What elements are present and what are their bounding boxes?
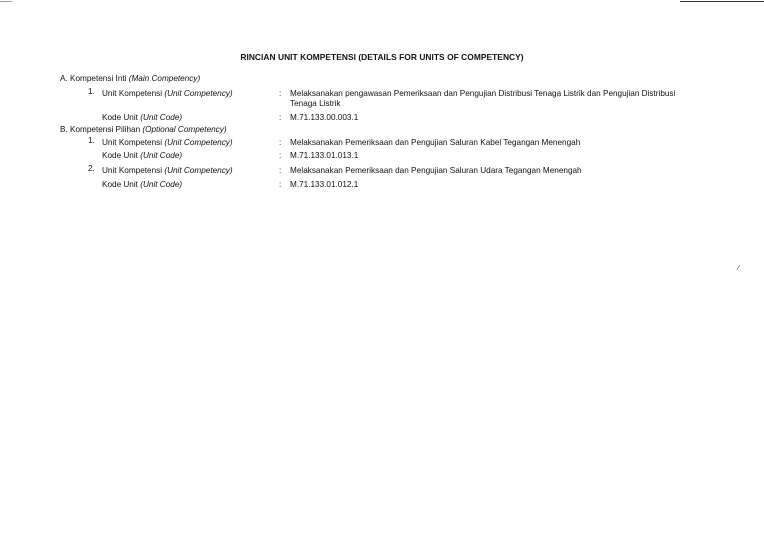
section-a-label: Kompetensi Inti (70, 74, 127, 83)
section-b-item-2-unit-label (102, 166, 233, 176)
separator-colon: : (279, 138, 282, 147)
separator-colon: : (279, 180, 282, 189)
section-b-label-en: (Optional Competency) (142, 125, 227, 134)
section-b-item-2-code-label (102, 180, 182, 190)
section-a-heading (60, 74, 200, 84)
separator-colon: : (279, 151, 282, 160)
code-label-en-text: (Unit Code) (140, 151, 183, 160)
section-b-heading (60, 125, 227, 135)
section-a-item-1-code-value: M.71.133.00.003.1 (290, 113, 359, 122)
code-label-en-text: (Unit Code) (140, 113, 183, 122)
code-label-text: Kode Unit (102, 113, 138, 122)
scan-edge-mark-left (0, 1, 12, 2)
section-b-item-1-number: 1. (88, 136, 95, 145)
separator-colon: : (279, 113, 282, 122)
section-b-item-1-code-label (102, 151, 182, 161)
section-a-item-1-unit-value: Melaksanakan pengawasan Pemeriksaan dan Pengujian Distribusi Tenaga Listrik dan Pengujian Distribusi Tenaga Listrik (290, 89, 676, 108)
unit-label-text: Unit Kompetensi (102, 166, 163, 175)
unit-label-text: Unit Kompetensi (102, 138, 163, 147)
section-b-label: Kompetensi Pilihan (70, 125, 141, 134)
separator-colon: : (279, 166, 282, 175)
section-a-item-1-code-label (102, 113, 182, 123)
code-label-en-text: (Unit Code) (140, 180, 183, 189)
section-a-letter: A. (60, 74, 68, 83)
margin-pen-mark: ⁄ (738, 265, 740, 272)
section-b-item-2-code-value: M.71.133.01.012.1 (290, 180, 359, 189)
section-a-item-1-number: 1. (88, 87, 95, 96)
scan-edge-mark-right (680, 1, 764, 2)
code-label-text: Kode Unit (102, 151, 138, 160)
section-b-item-1-unit-value: Melaksanakan Pemeriksaan dan Pengujian Saluran Kabel Tegangan Menengah (290, 138, 581, 147)
unit-label-en-text: (Unit Competency) (164, 166, 233, 175)
unit-label-en-text: (Unit Competency) (164, 138, 233, 147)
section-b-item-2-unit-value: Melaksanakan Pemeriksaan dan Pengujian Saluran Udara Tegangan Menengah (290, 166, 582, 175)
page-title: RINCIAN UNIT KOMPETENSI (DETAILS FOR UNITS OF COMPETENCY) (240, 52, 524, 62)
unit-label-text: Unit Kompetensi (102, 89, 163, 98)
section-b-item-1-code-value: M.71.133.01.013.1 (290, 151, 359, 160)
section-b-item-2-number: 2. (88, 164, 95, 173)
section-b-letter: B. (60, 125, 68, 134)
section-a-label-en: (Main Competency) (128, 74, 201, 83)
separator-colon: : (279, 89, 282, 98)
code-label-text: Kode Unit (102, 180, 138, 189)
unit-label-en-text: (Unit Competency) (164, 89, 233, 98)
section-b-item-1-unit-label (102, 138, 233, 148)
section-a-item-1-unit-label (102, 89, 233, 99)
